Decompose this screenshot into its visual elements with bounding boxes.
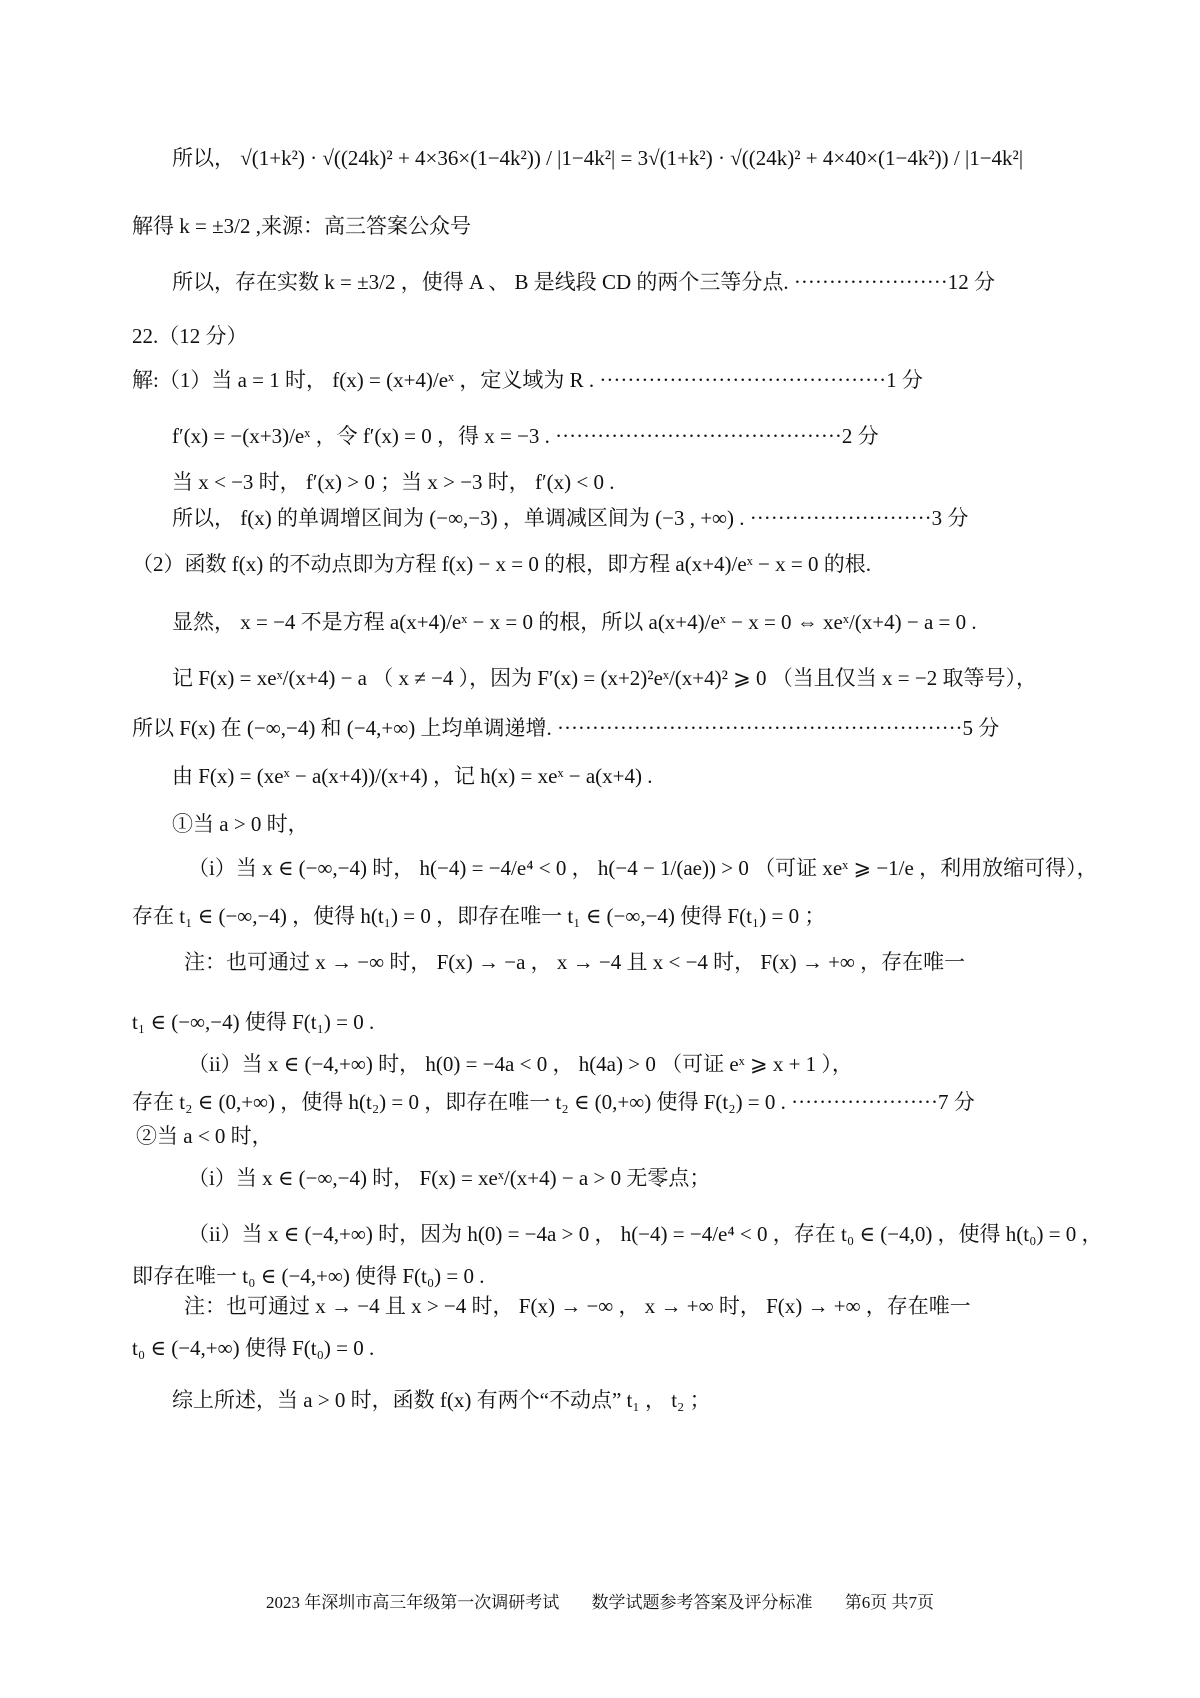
text-line-26: t₀ ∈ (−4,+∞) 使得 F(t₀) = 0 .	[132, 1336, 375, 1360]
text-line-2: 解得 k = ±3/2 ,来源：高三答案公众号	[132, 214, 471, 238]
text-line-24: 即存在唯一 t₀ ∈ (−4,+∞) 使得 F(t₀) = 0 .	[132, 1264, 485, 1288]
text-line-10: 显然， x = −4 不是方程 a(x+4)/eˣ − x = 0 的根，所以 a(x+4)/eˣ − x = 0 ⇔ xeˣ/(x+4) − a = 0 .	[172, 610, 977, 634]
text-line-19: （ii）当 x ∈ (−4,+∞) 时， h(0) = −4a < 0 ， h(4a) > 0 （可证 eˣ ⩾ x + 1 ），	[188, 1052, 853, 1076]
text-line-6: f′(x) = −(x+3)/eˣ ，令 f′(x) = 0 ，得 x = −3 . ·········································2 分	[172, 424, 879, 448]
note-2: 注：也可通过 x → −4 且 x > −4 时， F(x) → −∞ ， x → +∞ 时， F(x) → +∞ ，存在唯一	[184, 1294, 971, 1318]
text-line-23: （ii）当 x ∈ (−4,+∞) 时，因为 h(0) = −4a > 0 ， h(−4) = −4/e⁴ < 0 ，存在 t₀ ∈ (−4,0) ，使得 h(t₀) = 0 ，	[188, 1222, 1103, 1246]
text-line-3: 所以，存在实数 k = ±3/2 ，使得 A 、 B 是线段 CD 的两个三等分点. ······················12 分	[172, 270, 995, 294]
text-line-7: 当 x < −3 时， f′(x) > 0 ；当 x > −3 时， f′(x) < 0 .	[172, 470, 615, 494]
page-footer	[0, 1588, 1200, 1613]
text-line-27: 综上所述，当 a > 0 时，函数 f(x) 有两个“不动点” t₁ ， t₂ ；	[172, 1388, 711, 1412]
text-line-20: 存在 t₂ ∈ (0,+∞) ，使得 h(t₂) = 0 ，即存在唯一 t₂ ∈ (0,+∞) 使得 F(t₂) = 0 . ·····················7 分	[132, 1090, 975, 1114]
question-22-heading: 22.（12 分）	[132, 324, 248, 348]
footer-page-number: 第6页 共7页	[844, 1593, 934, 1612]
text-line-8: 所以， f(x) 的单调增区间为 (−∞,−3) ，单调减区间为 (−3 , +∞) . ··························3 分	[172, 506, 969, 530]
text-line-14: ①当 a > 0 时，	[172, 812, 309, 836]
text-line-16: 存在 t₁ ∈ (−∞,−4) ，使得 h(t₁) = 0 ，即存在唯一 t₁ ∈ (−∞,−4) 使得 F(t₁) = 0 ；	[132, 904, 826, 928]
text-line-15: （i）当 x ∈ (−∞,−4) 时， h(−4) = −4/e⁴ < 0 ， h(−4 − 1/(ae)) > 0 （可证 xeˣ ⩾ −1/e ，利用放缩可得），	[188, 856, 1098, 880]
footer-exam: 2023 年深圳市高三年级第一次调研考试	[266, 1593, 560, 1612]
text-line-1: 所以， √(1+k²) · √((24k)² + 4×36×(1−4k²)) / |1−4k²| = 3√(1+k²) · √((24k)² + 4×40×(1−4k²)) / |1−4k²|	[172, 146, 1024, 170]
text-line-22: （i）当 x ∈ (−∞,−4) 时， F(x) = xeˣ/(x+4) − a > 0 无零点；	[188, 1166, 711, 1190]
text-line-18: t₁ ∈ (−∞,−4) 使得 F(t₁) = 0 .	[132, 1010, 375, 1034]
text-line-11: 记 F(x) = xeˣ/(x+4) − a （ x ≠ −4 ），因为 F′(x) = (x+2)²eˣ/(x+4)² ⩾ 0 （当且仅当 x = −2 取等号），	[172, 666, 1037, 690]
text-line-12: 所以 F(x) 在 (−∞,−4) 和 (−4,+∞) 上均单调递增. ··························································5 分	[132, 716, 1000, 740]
text-line-13: 由 F(x) = (xeˣ − a(x+4))/(x+4) ，记 h(x) = xeˣ − a(x+4) .	[172, 764, 653, 788]
footer-subject: 数学试题参考答案及评分标准	[591, 1593, 813, 1612]
text-line-21: ②当 a < 0 时，	[136, 1124, 273, 1148]
text-line-9: （2）函数 f(x) 的不动点即为方程 f(x) − x = 0 的根，即方程 a(x+4)/eˣ − x = 0 的根.	[132, 552, 871, 576]
note-1: 注：也可通过 x → −∞ 时， F(x) → −a ， x → −4 且 x < −4 时， F(x) → +∞ ，存在唯一	[184, 950, 966, 974]
text-line-5: 解:（1）当 a = 1 时， f(x) = (x+4)/eˣ ，定义域为 R . ·········································1 分	[132, 368, 923, 392]
